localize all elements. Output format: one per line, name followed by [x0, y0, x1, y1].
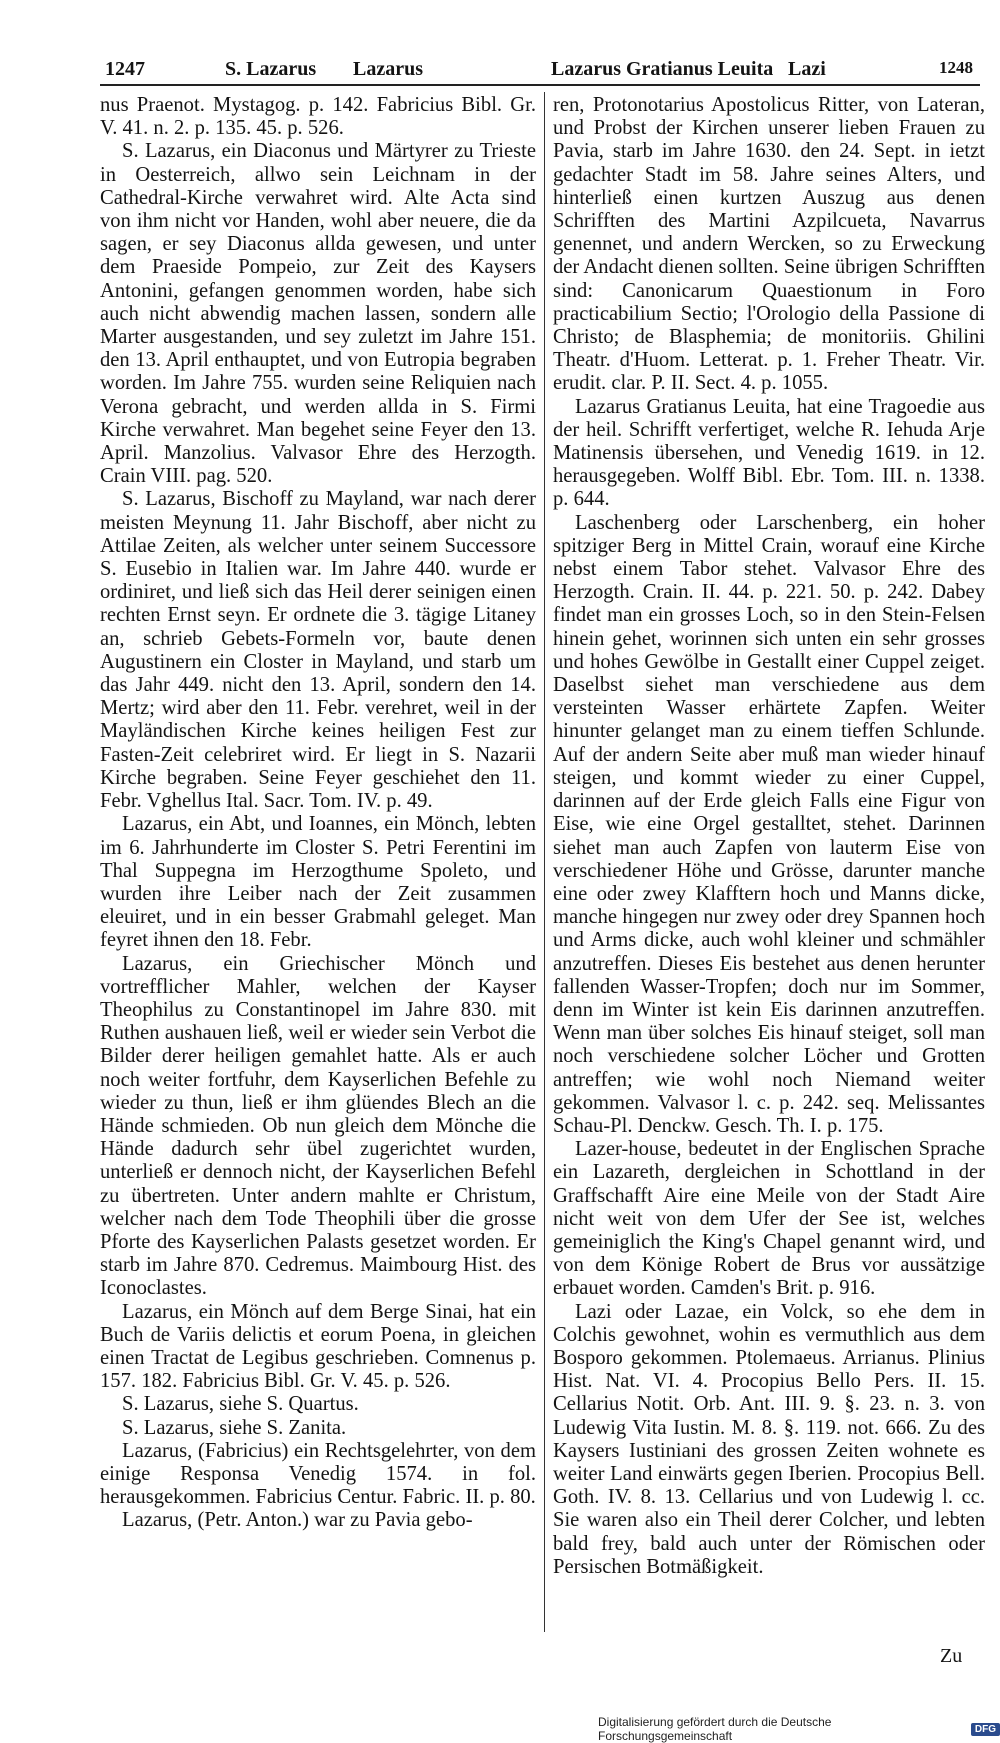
dfg-logo-icon: DFG — [971, 1723, 1000, 1736]
catchword: Zu — [940, 1645, 963, 1667]
running-head-left-1: S. Lazarus — [225, 58, 317, 80]
entry: Lazarus, ein Griechischer Mönch und vortrefflicher Mahler, welchen der Kayser Theophilus zu Constantinopel im Jahre 830. mit Ruthen aushauen ließ, weil er wieder sein Verbot die Bilder derer heiligen gemahlet hatte. Als er auch noch weiter fortfuhr, dem Kayserlichen Befehle zu wieder zu thun, ließ er ihm glüendes Blech an die Hände schmieden. Ob nun gleich dem Mönche die Hände dadurch sehr übel zugerichtet wurden, unterließ er dennoch nicht, der Kayserlichen Befehl zu übertreten. Unter andern mahlte er Christum, welcher nach dem Tode Theophili über die grosse Pforte des Kayserlichen Palasts gesetzet worden. Er starb im Jahre 870. Cedremus. Maimbourg Hist. des Iconoclastes. — [100, 952, 536, 1300]
entry: ren, Protonotarius Apostolicus Ritter, von Lateran, und Probst der Kirchen unserer lieben Frauen zu Pavia, starb im Jahre 1630. den 24. Sept. in ietzt gedachter Stadt im 58. Jahre seines Alters, und hinterließ einen kurtzen Auszug aus denen Schrifften des Martini Azpilcueta, Navarrus genennet, und andern Wercken, so zu Erweckung der Andacht dienen sollten. Seine übrigen Schrifften sind: Canonicarum Quaestionum in Foro practicabilium Sectio; l'Orologio della Passione di Christo; de Blasphemia; de monitoriis. Ghilini Theatr. d'Huom. Letterat. p. 1. Freher Theatr. Vir. erudit. clar. P. II. Sect. 4. p. 1055. — [553, 94, 985, 395]
left-column — [100, 94, 536, 1533]
entry: nus Praenot. Mystagog. p. 142. Fabricius Bibl. Gr. V. 41. n. 2. p. 135. 45. p. 526. — [100, 94, 536, 140]
entry: Lazarus, ein Mönch auf dem Berge Sinai, hat ein Buch de Variis delictis et eorum Poena, in gleichen einen Tractat de Legibus geschrieben. Comnenus p. 157. 182. Fabricius Bibl. Gr. V. 45. p. 526. — [100, 1300, 536, 1393]
running-head-right-1: Lazarus Gratianus Leuita — [551, 58, 774, 80]
page-number-left: 1247 — [105, 58, 145, 80]
entry: Lazarus, (Petr. Anton.) war zu Pavia gebo- — [122, 1509, 473, 1532]
entry: Lazarus, ein Abt, und Ioannes, ein Mönch, lebten im 6. Jahrhunderte im Closter S. Petri Ferentini im Thal Suppegna im Herzogthume Spoleto, und wurden ihre Leiber nach der Zeit zusammen eleuiret, und in ein besser Grabmahl geleget. Man feyret ihnen den 18. Febr. — [100, 813, 536, 952]
right-column — [553, 94, 985, 1579]
entry: Laschenberg oder Larschenberg, ein hoher spitziger Berg in Mittel Crain, worauf eine Kirche nebst einem Tabor stehet. Valvasor Ehre des Herzogth. Crain. II. 44. p. 221. 50. p. 242. Dabey findet man ein grosses Loch, so in den Stein-Felsen hinein gehet, worinnen sich unten ein sehr grosses und hohes Gewölbe in Gestallt einer Cuppel zeiget. Daselbst siehet man verschiedene aus dem versteinten Wasser erhärtete Zapfen. Weiter hinunter gelanget man zu einem tieffen Schlunde. Auf der andern Seite aber muß man wieder hinauf steigen, und kommt wieder zu einer Cuppel, darinnen auf der Erde gleich Falls eine Figur von Eise, wie eine Orgel gestalltet, stehet. Darinnen siehet man auch Zapfen von lauterm Eise von verschiedener Höhe und Grösse, darunter manche eine oder zwey Klafftern hoch und Manns dicke, manche hingegen nur zwey oder drey Spannen hoch und Arms dicke, auch wohl kleiner und schmähler anzutreffen. Dieses Eis bestehet aus denen herunter fallenden Wasser-Tropfen; doch nur im Sommer, denn im Winter ist kein Eis darinnen anzutreffen. Wenn man über solches Eis hinauf steiget, soll man noch verschiedene solcher Löcher und Grotten antreffen; wie wohl noch Niemand weiter gekommen. Valvasor l. c. p. 242. seq. Melissantes Schau-Pl. Denckw. Gesch. Th. I. p. 175. — [553, 511, 985, 1137]
entry: Lazarus, (Fabricius) ein Rechtsgelehrter, von dem einige Responsa Venedig 1574. in fol. herausgekommen. Fabricius Centur. Fabric. II. p. 80. — [100, 1439, 536, 1509]
entry: S. Lazarus, ein Diaconus und Märtyrer zu Trieste in Oesterreich, allwo sein Leichnam in der Cathedral-Kirche verwahret wird. Alte Acta sind von ihm nicht vor Handen, wohl aber neuere, die da sagen, er sey Diaconus allda gewesen, und unter dem Praeside Pompeio, zur Zeit des Kaysers Antonini, gefangen genommen worden, habe sich auch nicht abwendig machen lassen, sondern alle Marter ausgestanden, und sey zuletzt im Jahre 151. den 13. April enthauptet, und von Eutropia begraben worden. Im Jahre 755. wurden seine Reliquien nach Verona gebracht, und werden allda in S. Firmi Kirche verwahret. Man begehet seine Feyer den 13. April. Manzolius. Valvasor Ehre des Herzogth. Crain VIII. pag. 520. — [100, 140, 536, 488]
entry: Lazer-house, bedeutet in der Englischen Sprache ein Lazareth, dergleichen in Schottland in der Graffschafft Aire eine Meile von der Stadt Aire nicht weit von dem Ufer der See ist, welches gemeiniglich the King's Chapel genannt wird, und von dem Könige Robert de Brus vor aussätzige erbauet worden. Camden's Brit. p. 916. — [553, 1138, 985, 1300]
running-header — [105, 58, 975, 84]
running-head-left-2: Lazarus — [353, 58, 423, 80]
entry: Lazi oder Lazae, ein Volck, so ehe dem in Colchis gewohnet, wohin es vermuthlich aus dem Bosporo gekommen. Ptolemaeus. Arrianus. Plinius Hist. Nat. VI. 4. Procopius Bello Pers. II. 15. Cellarius Notit. Orb. Ant. III. 9. §. 23. n. 3. von Ludewig Vita Iustin. M. 8. §. 119. not. 666. Zu des Kaysers Iustiniani des grossen Zeiten wohnete es weiter Land einwärts gegen Iberien. Procopius Bell. Goth. IV. 8. 13. Cellarius und von Ludewig l. cc. Sie waren also ein Theil derer Colcher, und lebten bald frey, bald auch unter der Römischen oder Persischen Botmäßigkeit. — [553, 1300, 985, 1578]
header-rule — [100, 84, 980, 86]
entry: S. Lazarus, Bischoff zu Mayland, war nach derer meisten Meynung 11. Jahr Bischoff, aber nicht zu Attilae Zeiten, als welcher unter seinem Successore S. Eusebio in Italien war. Im Jahre 440. wurde er ordiniret, und ließ sich das Heil derer seinigen einen rechten Ernst seyn. Er ordnete die 3. tägige Litaney an, schrieb Gebets-Formeln vor, baute denen Augustinern ein Closter in Mayland, und starb um das Jahr 449. nicht den 13. April, sondern den 14. Mertz; wird aber den 11. Febr. verehret, weil in der Mayländischen Kirche keines heiligen Fest zur Fasten-Zeit celebriret wird. Er liegt in S. Nazarii Kirche begraben. Seine Feyer geschiehet den 11. Febr. Vghellus Ital. Sacr. Tom. IV. p. 49. — [100, 488, 536, 813]
column-divider — [544, 92, 545, 1632]
page-number-right: 1248 — [939, 58, 973, 77]
footer-text: Digitalisierung gefördert durch die Deutsche Forschungsgemeinschaft — [598, 1715, 832, 1743]
digitization-footer — [598, 1715, 1000, 1743]
entry: S. Lazarus, siehe S. Quartus. — [122, 1393, 359, 1416]
entry: S. Lazarus, siehe S. Zanita. — [122, 1416, 347, 1439]
running-head-right-2: Lazi — [788, 58, 826, 80]
entry: Lazarus Gratianus Leuita, hat eine Tragoedie aus der heil. Schrifft verfertiget, welche R. Iehuda Arje Matinensis übersehen, und Venedig 1619. in 12. herausgegeben. Wolff Bibl. Ebr. Tom. III. n. 1338. p. 644. — [553, 395, 985, 511]
